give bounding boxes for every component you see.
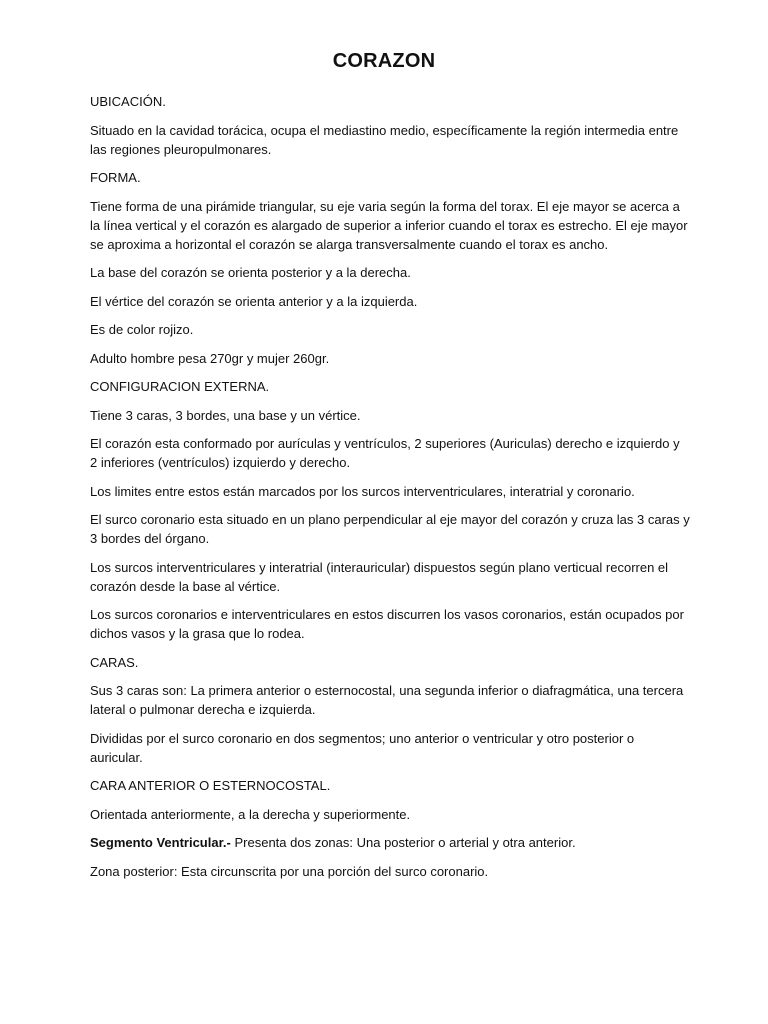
paragraph-text: Situado en la cavidad torácica, ocupa el mediastino medio, específicamente la región intermedia entre las regiones pleuropulmonares. xyxy=(90,122,679,157)
paragraph xyxy=(90,349,690,368)
paragraph xyxy=(90,197,690,254)
paragraph-text: CARAS. xyxy=(90,654,139,670)
paragraph-text: Los surcos coronarios e interventriculares en estos discurren los vasos coronarios, están ocupados por dichos vasos y la grasa que lo rodea. xyxy=(90,607,684,641)
paragraph xyxy=(90,168,690,187)
paragraph xyxy=(90,605,690,643)
paragraph-text: Es de color rojizo. xyxy=(90,322,194,337)
paragraph xyxy=(90,510,690,548)
paragraph xyxy=(90,263,690,282)
paragraph-text: Presenta dos zonas: Una posterior o arterial y otra anterior. xyxy=(230,835,576,850)
paragraph-text: Tiene forma de una pirámide triangular, su eje varia según la forma del torax. El eje mayor se acerca a la línea vertical y el corazón es alargado de superior a inferior cuando el torax es estrecho. El eje mayor se aproxima a horizontal el corazón se alarga transversalmente cuando el torax es ancho. xyxy=(90,198,688,252)
paragraph xyxy=(90,406,690,425)
paragraph xyxy=(90,434,690,472)
document-title: CORAZON xyxy=(332,50,436,72)
paragraph-text: Sus 3 caras son: La primera anterior o esternocostal, una segunda inferior o diafragmática, una tercera lateral o pulmonar derecha e izquierda. xyxy=(90,683,684,717)
paragraph xyxy=(90,729,690,767)
paragraph-text: Los limites entre estos están marcados por los surcos interventriculares, interatrial y coronario. xyxy=(90,483,635,499)
paragraph-text: CARA ANTERIOR O ESTERNOCOSTAL. xyxy=(90,778,331,793)
paragraph xyxy=(90,805,690,824)
paragraph-text: La base del corazón se orienta posterior y a la derecha. xyxy=(90,265,411,280)
paragraph xyxy=(90,862,690,881)
paragraph xyxy=(90,653,690,672)
paragraph-text: Adulto hombre pesa 270gr y mujer 260gr. xyxy=(90,350,330,366)
paragraph-bold-lead: Segmento Ventricular.- xyxy=(90,835,231,850)
paragraph-text: Orientada anteriormente, a la derecha y superiormente. xyxy=(90,806,411,822)
paragraph-text: UBICACIÓN. xyxy=(90,94,166,109)
paragraph xyxy=(90,320,690,339)
paragraph-text: El vértice del corazón se orienta anterior y a la izquierda. xyxy=(90,293,418,309)
paragraph xyxy=(90,776,690,795)
paragraph xyxy=(90,292,690,311)
paragraph-text: Zona posterior: Esta circunscrita por una porción del surco coronario. xyxy=(90,863,489,879)
paragraph-text: El corazón esta conformado por aurículas y ventrículos, 2 superiores (Auriculas) derecho e izquierdo y 2 inferiores (ventrículos) izquierdo y derecho. xyxy=(90,436,680,470)
paragraph xyxy=(90,92,690,111)
paragraph xyxy=(90,377,690,396)
paragraph-text: El surco coronario esta situado en un plano perpendicular al eje mayor del corazón y cruza las 3 caras y 3 bordes del órgano. xyxy=(90,512,690,546)
paragraph xyxy=(90,681,690,719)
paragraph-text: FORMA. xyxy=(90,170,141,185)
paragraph-text: Tiene 3 caras, 3 bordes, una base y un vértice. xyxy=(90,407,361,423)
paragraph xyxy=(90,833,690,852)
paragraph xyxy=(90,121,690,159)
paragraph xyxy=(90,558,690,596)
document-body xyxy=(90,92,690,890)
paragraph xyxy=(90,482,690,501)
paragraph-text: Los surcos interventriculares y interatrial (interauricular) dispuestos según plano verticual recorren el corazón desde la base al vértice. xyxy=(90,559,669,594)
paragraph-text: Divididas por el surco coronario en dos segmentos; uno anterior o ventricular y otro posterior o auricular. xyxy=(90,730,635,765)
paragraph-text: CONFIGURACION EXTERNA. xyxy=(90,379,270,394)
